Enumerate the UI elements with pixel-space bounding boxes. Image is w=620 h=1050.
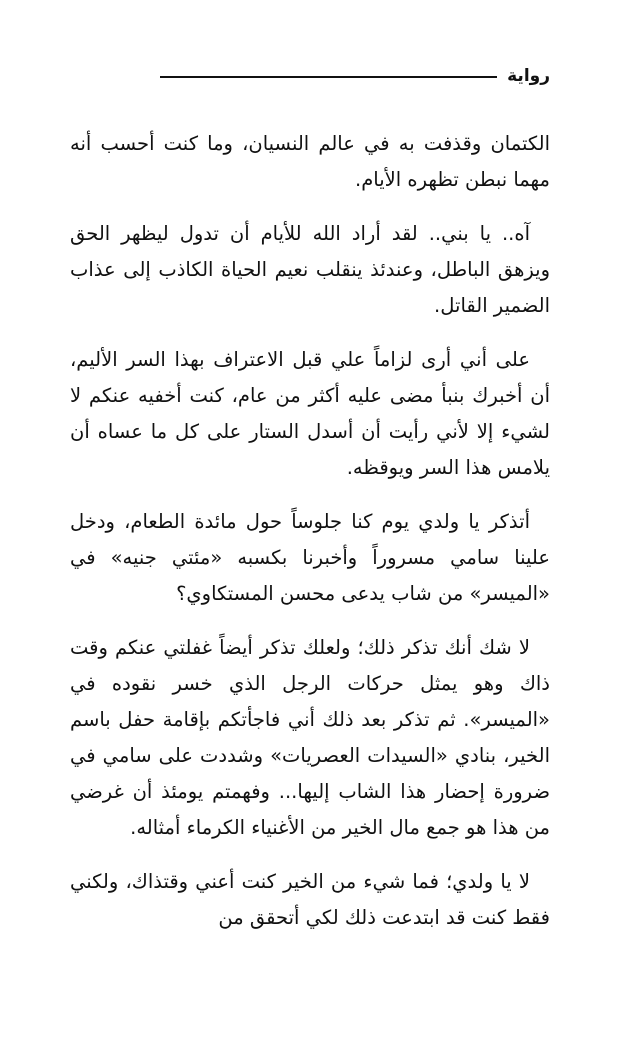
- paragraph: على أني أرى لزاماً علي قبل الاعتراف بهذا السر الأليم، أن أخبرك بنبأ مضى عليه أكثر من عام، كنت أخفيه عنكم لا لشيء إلا لأني رأيت أن أسدل الستار على كل ما عساه أن يلامس هذا السر ويوقظه.: [70, 348, 550, 479]
- body-text: [70, 126, 550, 954]
- paragraph: لا شك أنك تذكر ذلك؛ ولعلك تذكر أيضاً غفلتي عنكم وقت ذاك وهو يمثل حركات الرجل الذي خسر نقوده في «الميسر». ثم تذكر بعد ذلك أني فاجأتكم بإقامة حفل باسم الخير، بنادي «السيدات العصريات» وشددت على سامي في ضرورة إحضار هذا الشاب إليها... وفهمتم يومئذ أن غرضي من هذا هو جمع مال الخير من الأغنياء الكرماء أمثاله.: [70, 636, 550, 839]
- header-rule: [160, 76, 497, 78]
- running-title: رواية: [507, 66, 550, 86]
- running-header: [160, 62, 550, 90]
- paragraph: لا يا ولدي؛ فما شيء من الخير كنت أعني وقتذاك، ولكني فقط كنت قد ابتدعت ذلك لكي أتحقق من: [70, 870, 550, 929]
- paragraph-continued: الكتمان وقذفت به في عالم النسيان، وما كنت أحسب أنه مهما نبطن تظهره الأيام.: [70, 132, 550, 191]
- paragraph: آه.. يا بني.. لقد أراد الله للأيام أن تدول ليظهر الحق ويزهق الباطل، وعندئذ ينقلب نعيم الحياة الكاذب إلى عذاب الضمير القاتل.: [70, 222, 550, 317]
- paragraph: أتذكر يا ولدي يوم كنا جلوساً حول مائدة الطعام، ودخل علينا سامي مسروراً وأخبرنا بكسبه «مئتي جنيه» في «الميسر» من شاب يدعى محسن المستكاوي؟: [70, 510, 550, 605]
